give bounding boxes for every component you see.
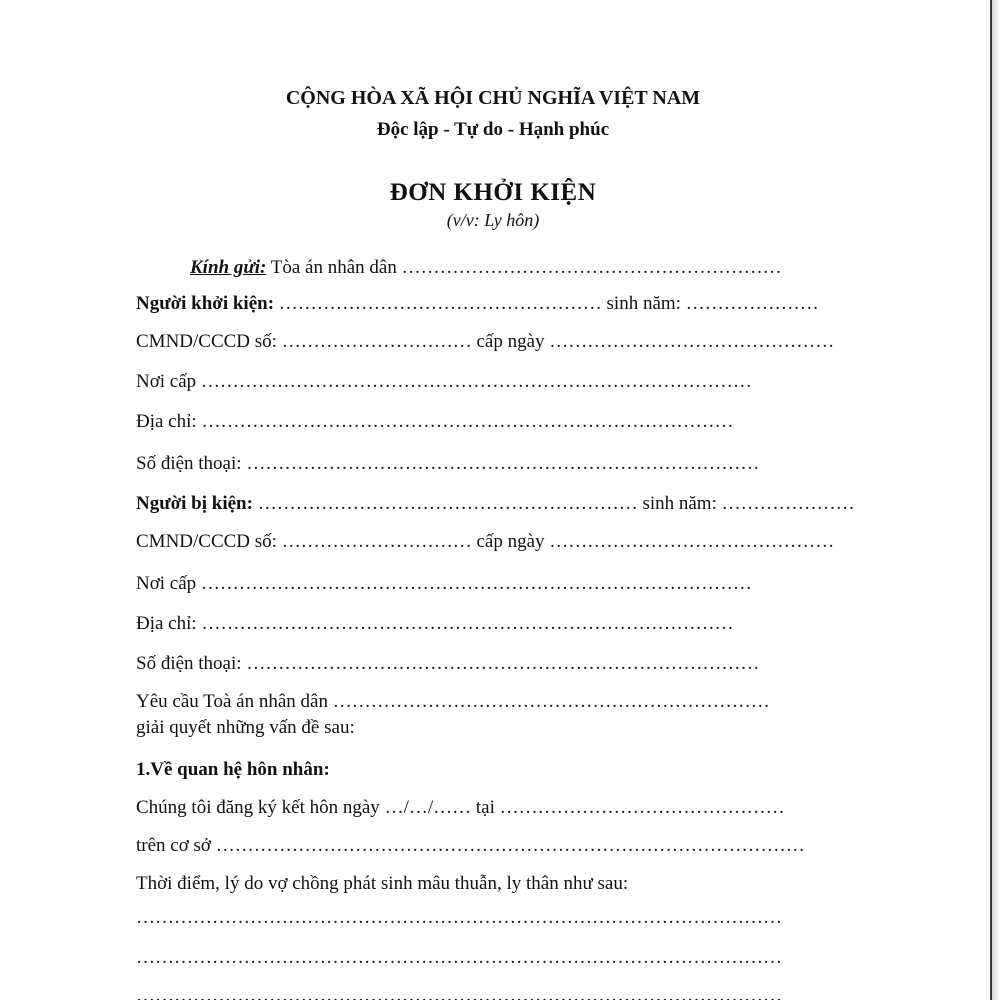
defendant-address-label: Địa chỉ: (136, 613, 197, 634)
defendant-line (136, 492, 892, 516)
recipient-field[interactable]: …………………………………………………… (401, 257, 782, 278)
plaintiff-place-line (136, 370, 892, 394)
blank-line-2 (136, 946, 892, 970)
basis-label: trên cơ sở (136, 835, 211, 856)
title-line (0, 178, 986, 210)
defendant-address-field[interactable]: ………………………………………………………………………… (201, 613, 734, 634)
conflict-field-3[interactable]: ………………………………………………………………………………………… (136, 985, 782, 1000)
defendant-birth-label: sinh năm: (642, 493, 717, 514)
recipient-value: Tòa án nhân dân (270, 257, 397, 278)
plaintiff-birth-label: sinh năm: (606, 293, 681, 314)
defendant-place-line (136, 572, 892, 596)
recipient-line (190, 256, 890, 280)
plaintiff-id-date-label: cấp ngày (476, 331, 545, 352)
plaintiff-address-label: Địa chỉ: (136, 411, 197, 432)
defendant-name-field[interactable]: …………………………………………………… (257, 493, 638, 514)
plaintiff-name-field[interactable]: …………………………………………… (278, 293, 602, 314)
marriage-at-label: tại (475, 797, 495, 818)
marriage-line (136, 796, 892, 820)
blank-line-3 (136, 984, 892, 1000)
subtitle-line (0, 208, 986, 233)
national-name: CỘNG HÒA XÃ HỘI CHỦ NGHĨA VIỆT NAM (285, 87, 701, 109)
marriage-label: Chúng tôi đăng ký kết hôn ngày (136, 797, 380, 818)
plaintiff-id-label: CMND/CCCD số: (136, 331, 277, 352)
defendant-phone-label: Số điện thoại: (136, 653, 242, 674)
blank-line-1 (136, 906, 892, 930)
request-label: Yêu cầu Toà án nhân dân (136, 691, 328, 712)
defendant-place-field[interactable]: …………………………………………………………………………… (200, 573, 752, 594)
plaintiff-line (136, 292, 892, 316)
defendant-place-label: Nơi cấp (136, 573, 197, 594)
section1-heading-line (136, 758, 892, 782)
conflict-label: Thời điểm, lý do vợ chồng phát sinh mâu thuẫn, ly thân như sau: (136, 873, 629, 894)
document-title: ĐƠN KHỞI KIỆN (389, 179, 597, 206)
motto-wrap (377, 118, 609, 142)
defendant-address-line (136, 612, 892, 636)
conflict-field-2[interactable]: ………………………………………………………………………………………… (136, 947, 782, 968)
defendant-birth-field[interactable]: ………………… (721, 493, 855, 514)
plaintiff-id-field[interactable]: ………………………… (281, 331, 472, 352)
plaintiff-label: Người khởi kiện: (136, 293, 275, 314)
conflict-line (136, 872, 892, 896)
page-edge (990, 0, 992, 1000)
motto-line (0, 118, 986, 142)
request-continuation: giải quyết những vấn đề sau: (136, 717, 355, 738)
marriage-place-field[interactable]: ……………………………………… (499, 797, 785, 818)
plaintiff-id-line (136, 330, 892, 354)
marriage-date-field[interactable]: …/…/…… (384, 797, 472, 818)
plaintiff-phone-label: Số điện thoại: (136, 453, 242, 474)
defendant-id-date-label: cấp ngày (476, 531, 545, 552)
basis-field[interactable]: ………………………………………………………………………………… (215, 835, 805, 856)
defendant-label: Người bị kiện: (136, 493, 253, 514)
plaintiff-address-line (136, 410, 892, 434)
basis-line (136, 834, 892, 858)
defendant-id-label: CMND/CCCD số: (136, 531, 277, 552)
plaintiff-address-field[interactable]: ………………………………………………………………………… (201, 411, 734, 432)
motto: Độc lập - Tự do - Hạnh phúc (376, 119, 610, 140)
plaintiff-id-date-field[interactable]: ……………………………………… (549, 331, 835, 352)
defendant-phone-field[interactable]: ……………………………………………………………………… (246, 653, 760, 674)
plaintiff-birth-field[interactable]: ………………… (685, 293, 819, 314)
request-line-2 (136, 716, 892, 740)
request-court-field[interactable]: …………………………………………………………… (332, 691, 770, 712)
national-name-line (0, 86, 986, 111)
conflict-field-1[interactable]: ………………………………………………………………………………………… (136, 907, 782, 928)
recipient-label: Kính gửi: (190, 257, 267, 278)
plaintiff-place-field[interactable]: …………………………………………………………………………… (200, 371, 752, 392)
page-edge-shadow (992, 0, 1000, 1000)
defendant-phone-line (136, 652, 892, 676)
defendant-id-date-field[interactable]: ……………………………………… (549, 531, 835, 552)
defendant-id-line (136, 530, 892, 554)
defendant-id-field[interactable]: ………………………… (281, 531, 472, 552)
section1-heading: 1.Về quan hệ hôn nhân: (136, 759, 330, 780)
request-line (136, 690, 892, 714)
plaintiff-phone-field[interactable]: ……………………………………………………………………… (246, 453, 760, 474)
plaintiff-phone-line (136, 452, 892, 476)
document-subtitle: (v/v: Ly hôn) (446, 210, 540, 230)
plaintiff-place-label: Nơi cấp (136, 371, 197, 392)
